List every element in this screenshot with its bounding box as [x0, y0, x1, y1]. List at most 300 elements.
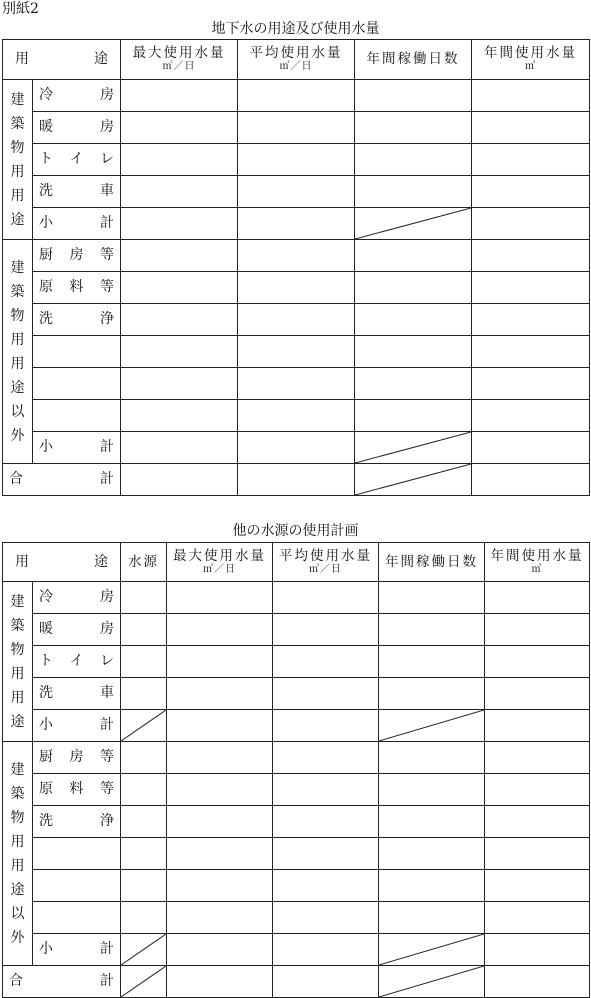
- group-label-char: 途: [10, 881, 25, 898]
- entry-cell[interactable]: [273, 710, 379, 742]
- entry-cell[interactable]: [379, 614, 485, 646]
- use-item-char: 等: [100, 781, 114, 797]
- use-item-char: ト: [39, 653, 53, 669]
- use-item-char: 計: [100, 215, 114, 231]
- entry-cell[interactable]: [238, 336, 355, 368]
- use-item-char: 冷: [39, 589, 53, 605]
- table-row: [3, 304, 590, 336]
- entry-cell[interactable]: [273, 934, 379, 966]
- entry-cell[interactable]: [355, 304, 472, 336]
- entry-cell[interactable]: [167, 870, 273, 902]
- entry-cell[interactable]: [472, 304, 590, 336]
- group-label-char: 用: [10, 331, 25, 348]
- entry-cell[interactable]: [238, 304, 355, 336]
- group-label-char: 外: [10, 929, 25, 946]
- entry-cell[interactable]: [238, 144, 355, 176]
- entry-cell[interactable]: [121, 742, 167, 774]
- use-item-char: 厨: [39, 749, 53, 765]
- entry-cell[interactable]: [121, 838, 167, 870]
- diagonal-strike: [121, 710, 166, 741]
- group-label-char: 用: [10, 665, 25, 682]
- entry-cell[interactable]: [121, 614, 167, 646]
- total-char: 計: [100, 471, 114, 487]
- total-row: [3, 464, 590, 496]
- entry-cell[interactable]: [238, 432, 355, 464]
- table-row: [3, 208, 590, 240]
- diagonal-strike: [355, 464, 471, 495]
- group-label-char: 物: [10, 307, 25, 324]
- column-unit: ㎥／日: [203, 563, 236, 575]
- diagonal-strike: [379, 934, 484, 965]
- use-item: [33, 678, 121, 710]
- use-item-char: 料: [69, 781, 84, 797]
- entry-cell[interactable]: [273, 646, 379, 678]
- column-header: [167, 543, 273, 582]
- use-item-char: 洗: [39, 183, 53, 199]
- use-item-char: 暖: [39, 621, 53, 637]
- column-header: [121, 40, 238, 80]
- group-label-char: 用: [10, 187, 25, 204]
- use-header: [3, 543, 121, 582]
- entry-cell[interactable]: [379, 646, 485, 678]
- entry-cell[interactable]: [238, 80, 355, 112]
- entry-cell[interactable]: [121, 208, 238, 240]
- entry-cell[interactable]: [485, 582, 590, 614]
- group-label: [3, 240, 33, 464]
- diagonal-strike: [379, 966, 484, 997]
- entry-cell[interactable]: [167, 838, 273, 870]
- use-item: [33, 176, 121, 208]
- table-row: [3, 112, 590, 144]
- use-item: [33, 272, 121, 304]
- total-label: [3, 472, 120, 487]
- entry-cell[interactable]: [355, 112, 472, 144]
- table2-title: 他の水源の使用計画: [232, 523, 359, 539]
- column-header: [485, 543, 590, 582]
- group-label-char: 途: [10, 379, 25, 396]
- entry-cell[interactable]: [379, 582, 485, 614]
- entry-cell[interactable]: [273, 806, 379, 838]
- use-item-char: 車: [100, 685, 114, 701]
- entry-cell[interactable]: [273, 966, 379, 998]
- entry-cell[interactable]: [121, 870, 167, 902]
- entry-cell[interactable]: [379, 742, 485, 774]
- entry-cell[interactable]: [121, 934, 167, 966]
- entry-cell[interactable]: [167, 742, 273, 774]
- column-header: [472, 40, 590, 80]
- entry-cell[interactable]: [273, 742, 379, 774]
- entry-cell[interactable]: [379, 934, 485, 966]
- column-label: 最大使用水量: [173, 547, 266, 564]
- table-row: [3, 400, 590, 432]
- entry-cell[interactable]: [238, 368, 355, 400]
- use-item: [33, 432, 121, 464]
- use-header-label: [9, 52, 114, 67]
- entry-cell[interactable]: [238, 400, 355, 432]
- use-item: [33, 838, 121, 870]
- use-item-char: 小: [39, 941, 53, 957]
- entry-cell[interactable]: [273, 902, 379, 934]
- entry-cell[interactable]: [121, 240, 238, 272]
- entry-cell[interactable]: [485, 870, 590, 902]
- entry-cell[interactable]: [355, 336, 472, 368]
- entry-cell[interactable]: [238, 272, 355, 304]
- entry-cell[interactable]: [485, 934, 590, 966]
- group-label-char: 用: [10, 857, 25, 874]
- entry-cell[interactable]: [238, 208, 355, 240]
- table-row: [3, 934, 590, 966]
- entry-cell[interactable]: [355, 272, 472, 304]
- use-item-char: レ: [100, 151, 114, 167]
- entry-cell[interactable]: [355, 208, 472, 240]
- entry-cell[interactable]: [167, 774, 273, 806]
- entry-cell[interactable]: [379, 966, 485, 998]
- entry-cell[interactable]: [472, 208, 590, 240]
- column-header: [355, 40, 472, 80]
- table-row: [3, 176, 590, 208]
- entry-cell[interactable]: [379, 902, 485, 934]
- column-label: 平均使用水量: [249, 45, 343, 61]
- entry-cell[interactable]: [121, 368, 238, 400]
- groundwater-usage-table: [2, 39, 590, 496]
- use-item-char: 房: [100, 621, 114, 637]
- table-row: [3, 902, 590, 934]
- use-item-char: 房: [100, 87, 114, 103]
- use-item: [33, 304, 121, 336]
- use-item-char: 車: [100, 183, 114, 199]
- entry-cell[interactable]: [485, 742, 590, 774]
- entry-cell[interactable]: [485, 710, 590, 742]
- diagonal-strike: [121, 966, 166, 997]
- entry-cell[interactable]: [472, 400, 590, 432]
- use-item-char: 料: [69, 279, 84, 295]
- entry-cell[interactable]: [379, 870, 485, 902]
- entry-cell[interactable]: [238, 176, 355, 208]
- total-char: 合: [9, 471, 23, 487]
- entry-cell[interactable]: [121, 646, 167, 678]
- group-label-char: 築: [10, 785, 25, 802]
- entry-cell[interactable]: [121, 272, 238, 304]
- use-item-char: 厨: [39, 247, 53, 263]
- column-label: 最大使用水量: [132, 45, 226, 61]
- use-item-char: イ: [69, 653, 84, 669]
- entry-cell[interactable]: [167, 614, 273, 646]
- group-label-char: 途: [10, 713, 25, 730]
- entry-cell[interactable]: [472, 240, 590, 272]
- table-row: [3, 80, 590, 112]
- entry-cell[interactable]: [355, 432, 472, 464]
- entry-cell[interactable]: [273, 774, 379, 806]
- entry-cell[interactable]: [485, 806, 590, 838]
- table-row: [3, 742, 590, 774]
- entry-cell[interactable]: [273, 678, 379, 710]
- use-item-char: イ: [69, 151, 84, 167]
- table-row: [3, 646, 590, 678]
- use-item-char: 暖: [39, 119, 53, 135]
- entry-cell[interactable]: [485, 902, 590, 934]
- group-label-char: 物: [10, 809, 25, 826]
- entry-cell[interactable]: [485, 646, 590, 678]
- entry-cell[interactable]: [167, 806, 273, 838]
- table-row: [3, 678, 590, 710]
- entry-cell[interactable]: [167, 582, 273, 614]
- use-item-char: 洗: [39, 311, 53, 327]
- use-item-label: [33, 654, 120, 669]
- header-row: [3, 543, 590, 582]
- column-header: [121, 543, 167, 582]
- entry-cell[interactable]: [121, 144, 238, 176]
- entry-cell[interactable]: [167, 966, 273, 998]
- use-item-label: [33, 942, 120, 957]
- entry-cell[interactable]: [121, 432, 238, 464]
- use-item-char: 浄: [100, 311, 114, 327]
- entry-cell[interactable]: [379, 710, 485, 742]
- use-item: [33, 742, 121, 774]
- entry-cell[interactable]: [167, 646, 273, 678]
- use-item-char: 小: [39, 215, 53, 231]
- column-label: 年間使用水量: [484, 45, 577, 61]
- column-label: 年間稼働日数: [366, 51, 460, 67]
- use-item-label: [33, 280, 120, 295]
- entry-cell[interactable]: [472, 368, 590, 400]
- use-item-label: [33, 814, 120, 829]
- entry-cell[interactable]: [379, 774, 485, 806]
- total-label-cell: [3, 464, 121, 496]
- use-item-char: 原: [39, 279, 53, 295]
- use-item-char: 計: [100, 717, 114, 733]
- column-label: 平均使用水量: [279, 547, 372, 564]
- use-item-label: [33, 248, 120, 263]
- group-label-char: 物: [10, 641, 25, 658]
- entry-cell[interactable]: [121, 464, 238, 496]
- column-header: [273, 543, 379, 582]
- entry-cell[interactable]: [238, 240, 355, 272]
- entry-cell[interactable]: [472, 80, 590, 112]
- total-char: 合: [9, 973, 23, 989]
- diagonal-strike: [355, 432, 471, 463]
- entry-cell[interactable]: [121, 336, 238, 368]
- use-item-label: [33, 184, 120, 199]
- entry-cell[interactable]: [485, 678, 590, 710]
- use-item: [33, 368, 121, 400]
- column-unit: ㎥／日: [279, 61, 313, 72]
- use-item-label: [33, 718, 120, 733]
- table-row: [3, 614, 590, 646]
- use-item-char: 等: [100, 247, 114, 263]
- column-unit: ㎥: [531, 563, 543, 575]
- use-item: [33, 934, 121, 966]
- table-row: [3, 774, 590, 806]
- use-item: [33, 336, 121, 368]
- column-unit: ㎥: [525, 61, 536, 72]
- entry-cell[interactable]: [355, 80, 472, 112]
- entry-cell[interactable]: [355, 176, 472, 208]
- entry-cell[interactable]: [472, 112, 590, 144]
- use-item: [33, 582, 121, 614]
- use-item-char: 原: [39, 781, 53, 797]
- table-row: [3, 240, 590, 272]
- total-row: [3, 966, 590, 998]
- group-label-char: 建: [10, 761, 25, 778]
- use-item-char: 等: [100, 279, 114, 295]
- group-label: [3, 742, 33, 966]
- total-label: [3, 974, 120, 989]
- group-label-char: 用: [10, 355, 25, 372]
- group-label-char: 建: [10, 259, 25, 276]
- use-item-char: 房: [100, 119, 114, 135]
- use-item-char: 小: [39, 439, 53, 455]
- use-item: [33, 806, 121, 838]
- table-row: [3, 368, 590, 400]
- header-row: [3, 40, 590, 80]
- entry-cell[interactable]: [121, 966, 167, 998]
- use-item-label: [33, 216, 120, 231]
- group-label-char: 築: [10, 617, 25, 634]
- column-header: [379, 543, 485, 582]
- table-row: [3, 582, 590, 614]
- use-item-label: [33, 120, 120, 135]
- entry-cell[interactable]: [273, 614, 379, 646]
- use-item: [33, 646, 121, 678]
- table-row: [3, 710, 590, 742]
- use-item: [33, 208, 121, 240]
- entry-cell[interactable]: [121, 80, 238, 112]
- entry-cell[interactable]: [121, 902, 167, 934]
- group-label-char: 物: [10, 139, 25, 156]
- table-row: [3, 272, 590, 304]
- entry-cell[interactable]: [379, 838, 485, 870]
- column-header: [238, 40, 355, 80]
- entry-cell[interactable]: [167, 934, 273, 966]
- use-item-label: [33, 750, 120, 765]
- use-item-char: 房: [100, 589, 114, 605]
- other-water-source-table: [2, 542, 590, 998]
- entry-cell[interactable]: [273, 582, 379, 614]
- entry-cell[interactable]: [167, 902, 273, 934]
- use-header-label: [9, 555, 114, 570]
- use-item: [33, 710, 121, 742]
- table-row: [3, 870, 590, 902]
- entry-cell[interactable]: [121, 774, 167, 806]
- group-label-char: 築: [10, 115, 25, 132]
- group-label: [3, 582, 33, 742]
- use-item-char: 浄: [100, 813, 114, 829]
- use-item-char: 洗: [39, 813, 53, 829]
- entry-cell[interactable]: [472, 144, 590, 176]
- use-item-char: 冷: [39, 87, 53, 103]
- entry-cell[interactable]: [472, 464, 590, 496]
- use-item: [33, 112, 121, 144]
- entry-cell[interactable]: [121, 400, 238, 432]
- column-unit: ㎥／日: [162, 61, 196, 72]
- use-item-char: 房: [69, 749, 84, 765]
- entry-cell[interactable]: [273, 838, 379, 870]
- table-row: [3, 144, 590, 176]
- group-label-char: 用: [10, 833, 25, 850]
- entry-cell[interactable]: [121, 710, 167, 742]
- table-row: [3, 838, 590, 870]
- use-item-char: 小: [39, 717, 53, 733]
- use-item-label: [33, 622, 120, 637]
- entry-cell[interactable]: [121, 806, 167, 838]
- entry-cell[interactable]: [121, 176, 238, 208]
- page-label: 別紙2: [2, 1, 39, 17]
- column-unit: ㎥／日: [309, 563, 342, 575]
- entry-cell[interactable]: [472, 336, 590, 368]
- entry-cell[interactable]: [355, 368, 472, 400]
- entry-cell[interactable]: [121, 112, 238, 144]
- use-item: [33, 870, 121, 902]
- group-label-char: 外: [10, 427, 25, 444]
- use-item-char: レ: [100, 653, 114, 669]
- column-label: 年間稼働日数: [385, 553, 478, 570]
- entry-cell[interactable]: [121, 582, 167, 614]
- use-item: [33, 614, 121, 646]
- table1-title: 地下水の用途及び使用水量: [211, 21, 380, 37]
- total-label-cell: [3, 966, 121, 998]
- entry-cell[interactable]: [485, 614, 590, 646]
- use-item-label: [33, 440, 120, 455]
- group-label-char: 以: [10, 905, 25, 922]
- entry-cell[interactable]: [121, 304, 238, 336]
- entry-cell[interactable]: [485, 838, 590, 870]
- group-label-char: 用: [10, 163, 25, 180]
- use-item: [33, 774, 121, 806]
- use-item-char: 計: [100, 439, 114, 455]
- table-row: [3, 336, 590, 368]
- use-item-char: 計: [100, 941, 114, 957]
- entry-cell[interactable]: [273, 870, 379, 902]
- use-item-char: 洗: [39, 685, 53, 701]
- total-char: 計: [100, 973, 114, 989]
- table-row: [3, 432, 590, 464]
- entry-cell[interactable]: [472, 176, 590, 208]
- group-label-char: 建: [10, 91, 25, 108]
- group-label-char: 築: [10, 283, 25, 300]
- entry-cell[interactable]: [355, 464, 472, 496]
- entry-cell[interactable]: [472, 432, 590, 464]
- entry-cell[interactable]: [167, 678, 273, 710]
- use-item: [33, 902, 121, 934]
- entry-cell[interactable]: [379, 678, 485, 710]
- entry-cell[interactable]: [238, 112, 355, 144]
- entry-cell[interactable]: [355, 400, 472, 432]
- group-label-char: 建: [10, 593, 25, 610]
- use-item: [33, 144, 121, 176]
- use-header-char: 途: [94, 51, 108, 67]
- entry-cell[interactable]: [485, 774, 590, 806]
- entry-cell[interactable]: [355, 144, 472, 176]
- entry-cell[interactable]: [121, 678, 167, 710]
- diagonal-strike: [355, 208, 471, 239]
- use-item-label: [33, 590, 120, 605]
- table-row: [3, 806, 590, 838]
- entry-cell[interactable]: [238, 464, 355, 496]
- use-item: [33, 80, 121, 112]
- use-item-label: [33, 686, 120, 701]
- column-label: 水源: [128, 553, 159, 570]
- diagonal-strike: [379, 710, 484, 741]
- entry-cell[interactable]: [355, 240, 472, 272]
- entry-cell[interactable]: [472, 272, 590, 304]
- entry-cell[interactable]: [485, 966, 590, 998]
- entry-cell[interactable]: [379, 806, 485, 838]
- diagonal-strike: [121, 934, 166, 965]
- entry-cell[interactable]: [167, 710, 273, 742]
- group-label-char: 用: [10, 689, 25, 706]
- group-label-char: 途: [10, 211, 25, 228]
- use-item: [33, 400, 121, 432]
